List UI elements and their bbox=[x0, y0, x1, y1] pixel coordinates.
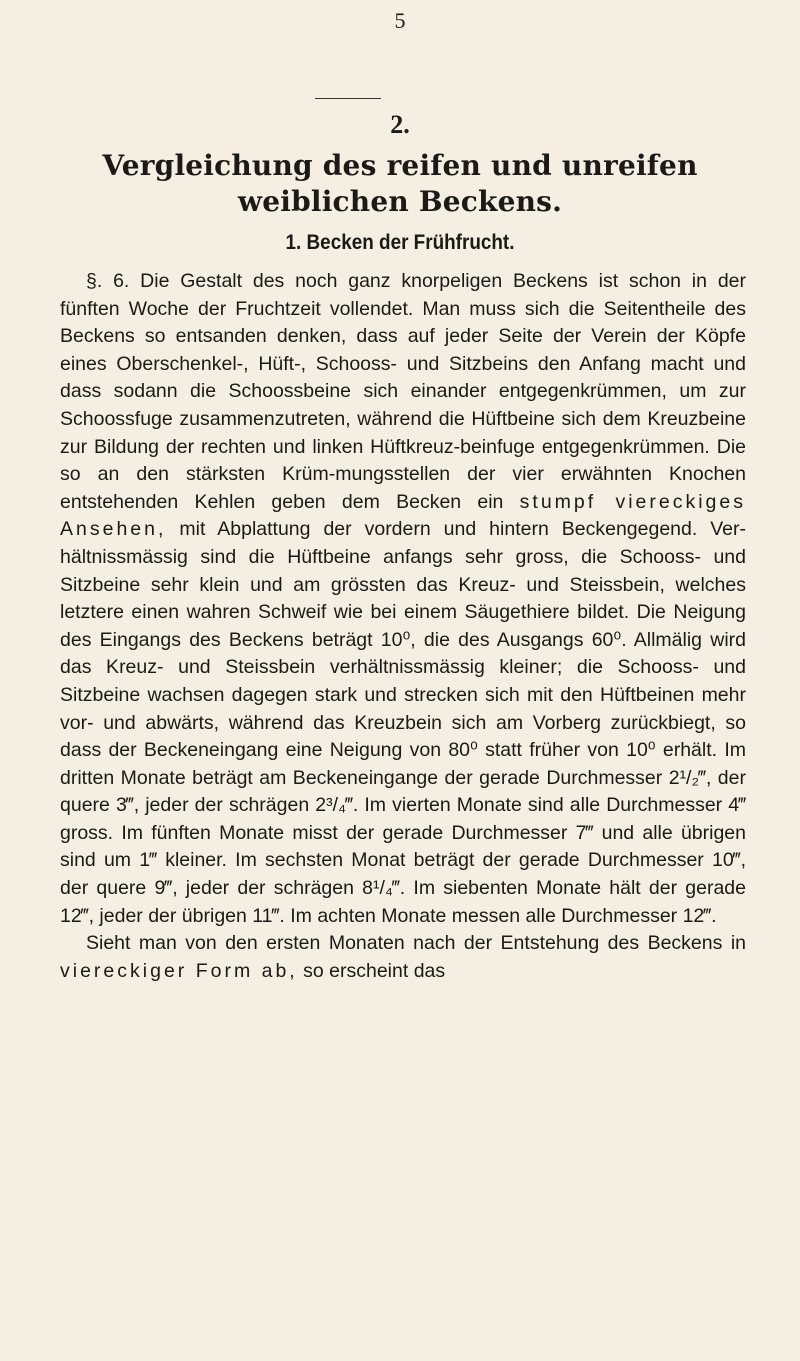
header-rule bbox=[315, 98, 381, 99]
paragraph-1 bbox=[60, 268, 746, 930]
subsection-title: 1. Becken der Frühfrucht. bbox=[285, 231, 515, 254]
section-number: 2. bbox=[390, 110, 410, 139]
page-number: 5 bbox=[394, 8, 406, 33]
chapter-title: Vergleichung des reifen und unreifen weiblichen Beckens. bbox=[102, 149, 698, 218]
paragraph-2-spaced-emphasis: viereckiger Form ab, bbox=[60, 959, 298, 982]
body-text bbox=[60, 268, 746, 985]
paragraph-2 bbox=[60, 930, 746, 985]
paragraph-1-text-b: mit Abplattung der vordern und hintern Beckengegend. Ver-hältnissmässig sind die Hüftbeine anfangs sehr gross, die Schooss- und Sitzbeine sehr klein und am grössten das Kreuz- und Steissbein, welches letztere einen wahren Schweif wie bei einem Säugethiere bildet. Die Neigung des Eingangs des Beckens beträgt 10⁰, die des Ausgangs 60⁰. Allmälig wird das Kreuz- und Steissbein verhältnissmässig kleiner; die Schooss- und Sitzbeine wachsen dagegen stark und strecken sich mit den Hüftbeinen mehr vor- und abwärts, während das Kreuzbein sich am Vorberg zurückbiegt, so dass der Beckeneingang eine Neigung von 80⁰ statt früher von 10⁰ erhält. Im dritten Monate beträgt am Beckeneingange der gerade Durchmesser 2¹/₂‴, der quere 3‴, jeder der schrägen 2³/₄‴. Im vierten Monate sind alle Durchmesser 4‴ gross. Im fünften Monate misst der gerade Durchmesser 7‴ und alle übrigen sind um 1‴ kleiner. Im sechsten Monat beträgt der gerade Durchmesser 10‴, der quere 9‴, jeder der schrägen 8¹/₄‴. Im siebenten Monate hält der gerade 12‴, jeder der übrigen 11‴. Im achten Monate messen alle Durchmesser 12‴. bbox=[60, 518, 746, 927]
paragraph-1-spaced-emphasis: stumpf viereckiges Ansehen, bbox=[60, 490, 746, 541]
paragraph-2-text-a: Sieht man von den ersten Monaten nach der Entstehung des Beckens in bbox=[86, 932, 746, 955]
paragraph-1-text-a: §. 6. Die Gestalt des noch ganz knorpeligen Beckens ist schon in der fünften Woche der Fruchtzeit vollendet. Man muss sich die Seitentheile des Beckens so entsanden denken, dass auf jeder Seite der Verein der Köpfe eines Oberschenkel-, Hüft-, Schooss- und Sitzbeins den Anfang macht und dass sodann die Schoossbeine sich einander entgegenkrümmen, um zur Schoossfuge zusammenzutreten, während die Hüftbeine sich dem Kreuzbeine zur Bildung der rechten und linken Hüftkreuz-beinfuge entgegenkrümmen. Die so an den stärksten Krüm-mungsstellen der vier erwähnten Knochen entstehenden Kehlen geben dem Becken ein bbox=[60, 270, 746, 513]
paragraph-2-text-b: so erscheint das bbox=[303, 959, 446, 982]
